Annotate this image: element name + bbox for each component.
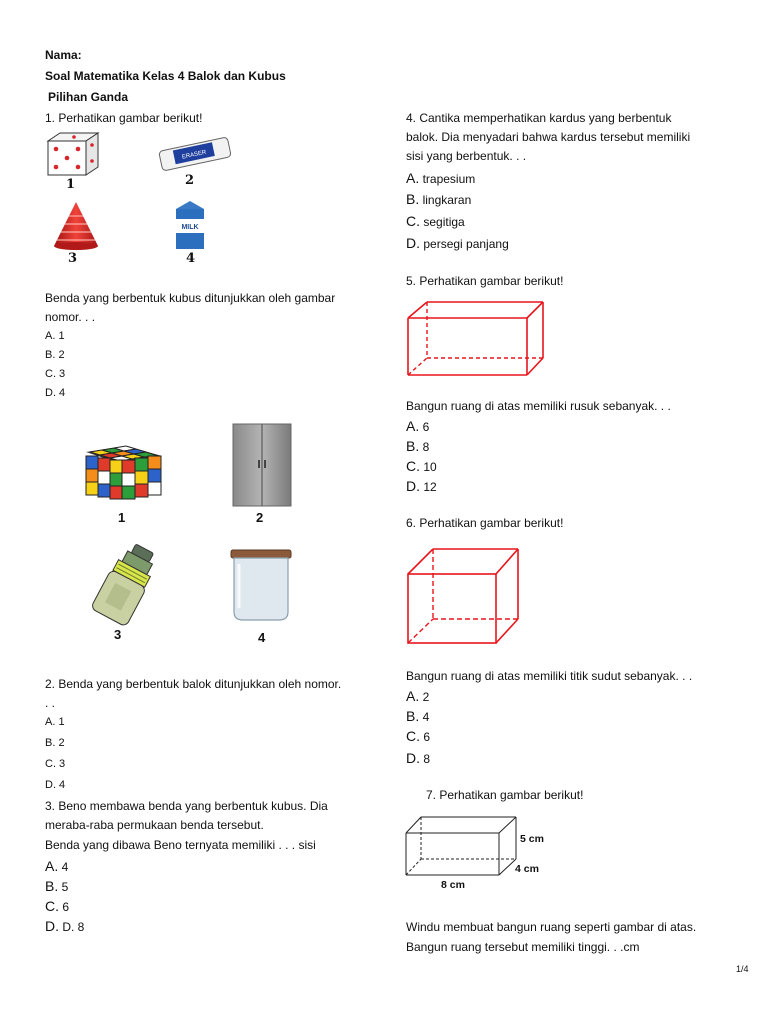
q3-option-a[interactable]: A. 4 [45,858,69,874]
q1-figure-label-1: 1 [66,177,76,192]
q6-option-a[interactable]: A. 2 [406,688,430,704]
q3-option-b[interactable]: B. 5 [45,878,69,894]
q3-option-c[interactable]: C. 6 [45,898,70,914]
q5-option-d[interactable]: D. 12 [406,478,437,494]
q7-dim-height: 5 cm [520,833,544,845]
q6-option-c[interactable]: C. 6 [406,728,431,744]
q2-figure-label-4: 4 [258,630,266,645]
q5-stem: 5. Perhatikan gambar berikut! [406,274,564,288]
q7-question-line1: Windu membuat bangun ruang seperti gambar di atas. [406,920,697,934]
cabinet-image [231,422,295,508]
q5-option-c[interactable]: C. 10 [406,458,437,474]
q6-question: Bangun ruang di atas memiliki titik sudut sebanyak. . . [406,669,693,683]
q3-line3: Benda yang dibawa Beno ternyata memiliki . . . sisi [45,838,316,852]
q7-dim-width: 4 cm [515,863,539,875]
q2-question-line2: . . [45,696,56,710]
page-number: 1/4 [736,964,749,974]
q4-option-c[interactable]: C. segitiga [406,213,465,229]
q4-line1: 4. Cantika memperhatikan kardus yang berbentuk [406,111,672,125]
q2-option-b[interactable]: B. 2 [45,737,65,749]
bottle-image [88,540,164,626]
q1-figure-label-2: 2 [185,173,195,188]
q1-option-a[interactable]: A. 1 [45,330,65,342]
cone-image [52,200,100,252]
dice-image [46,131,102,177]
q5-option-a[interactable]: A. 6 [406,418,430,434]
milk-text: MILK [181,224,199,231]
q7-dim-length: 8 cm [441,879,465,891]
q1-stem: 1. Perhatikan gambar berikut! [45,111,203,125]
q4-line2: balok. Dia menyadari bahwa kardus tersebut memiliki [406,130,691,144]
q1-figure-label-4: 4 [186,251,196,266]
cuboid-figure-q7 [403,813,523,879]
q5-option-b[interactable]: B. 8 [406,438,430,454]
q2-option-d[interactable]: D. 4 [45,779,66,791]
q4-line3: sisi yang berbentuk. . . [406,149,527,163]
worksheet-title: Soal Matematika Kelas 4 Balok dan Kubus [45,69,286,83]
q2-question-line1: 2. Benda yang berbentuk balok ditunjukkan oleh nomor. [45,677,342,691]
q4-option-d[interactable]: D. persegi panjang [406,235,509,251]
q2-option-a[interactable]: A. 1 [45,716,65,728]
q6-stem: 6. Perhatikan gambar berikut! [406,516,564,530]
q2-figure-label-3: 3 [114,627,122,642]
q1-option-b[interactable]: B. 2 [45,349,65,361]
q1-option-d[interactable]: D. 4 [45,387,66,399]
section-title: Pilihan Ganda [48,90,129,104]
q4-option-b[interactable]: B. lingkaran [406,191,472,207]
q5-question: Bangun ruang di atas memiliki rusuk sebanyak. . . [406,399,671,413]
q6-option-b[interactable]: B. 4 [406,708,430,724]
q7-question-line2: Bangun ruang tersebut memiliki tinggi. . .cm [406,940,640,954]
q1-figure-label-3: 3 [68,251,78,266]
rubiks-cube-image [82,438,166,502]
q3-line1: 3. Beno membawa benda yang berbentuk kubus. Dia [45,799,328,813]
q4-option-a[interactable]: A. trapesium [406,170,476,186]
q7-stem: 7. Perhatikan gambar berikut! [426,788,584,802]
q1-option-c[interactable]: C. 3 [45,368,66,380]
q3-option-d[interactable]: D. D. 8 [45,918,85,934]
q1-question-line2: nomor. . . [45,310,96,324]
cuboid-figure-q5 [405,300,545,380]
eraser-text: ERASER [181,149,207,161]
jar-image [229,548,295,622]
q2-figure-label-1: 1 [118,510,126,525]
q2-option-c[interactable]: C. 3 [45,758,66,770]
milk-carton-image [170,199,210,251]
cube-figure-q6 [405,547,521,647]
q2-figure-label-2: 2 [256,510,264,525]
name-label: Nama: [45,48,82,62]
q3-line2: meraba-raba permukaan benda tersebut. [45,818,264,832]
q6-option-d[interactable]: D. 8 [406,750,431,766]
eraser-image [154,136,236,172]
q1-question-line1: Benda yang berbentuk kubus ditunjukkan oleh gambar [45,291,336,305]
